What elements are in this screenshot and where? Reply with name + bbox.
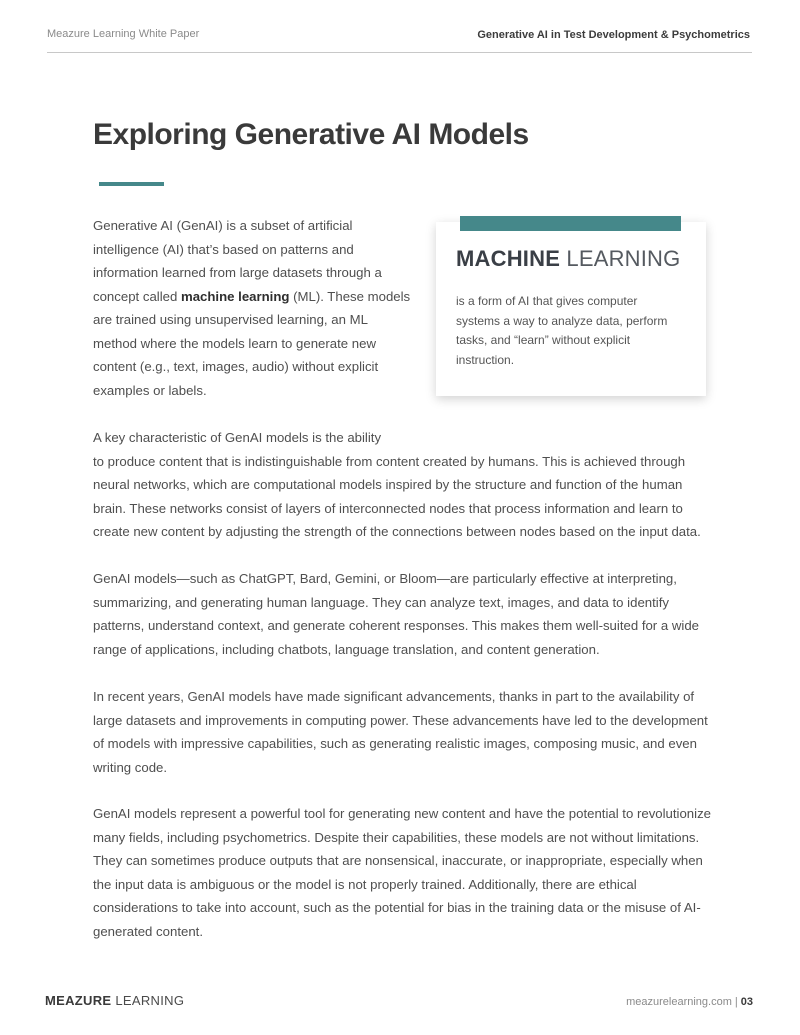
paragraph-key-characteristic-rest: to produce content that is indistinguishable from content created by humans. This is achieved through neural networks, which are computational models inspired by the structure and function of the human brain. These networks consist of layers of interconnected nodes that process information and learn to create new content by adjusting the strength of the connections between nodes based on the input data. [93,453,701,539]
paragraph-key-characteristic-line1: A key characteristic of GenAI models is the ability [93,430,382,445]
header-document-title: Generative AI in Test Development & Psychometrics [477,29,750,41]
page-title: Exploring Generative AI Models [93,118,529,151]
intro-text-start: Generative AI (GenAI) is a subset of artificial intelligence (AI) that’s based on patterns and information learned from large datasets through a concept called [93,218,382,304]
header-publication-label: Meazure Learning White Paper [47,28,200,40]
intro-paragraph [93,214,413,402]
logo-brand-text: MEAZURE [45,993,112,1008]
callout-accent-bar [460,216,681,231]
footer-url: meazurelearning.com [626,996,732,1008]
callout-title-light: LEARNING [566,246,681,271]
paragraph-limitations: GenAI models represent a powerful tool for generating new content and have the potential to revolutionize many fields, including psychometrics. Despite their capabilities, these models are not without limitations. They can sometimes produce outputs that are nonsensical, inaccurate, or inappropriate, especially when the input data is ambiguous or the model is not properly trained. Additionally, there are ethical considerations to take into account, such as the potential for bias in the training data or the misuse of AI-generated content. [93,806,712,939]
callout-title-bold: MACHINE [456,246,561,271]
meazure-learning-logo [45,993,184,1008]
footer-page-info [626,996,753,1008]
intro-text-end: (ML). These models are trained using unsupervised learning, an ML method where the models learn to generate new content (e.g., text, images, audio) without explicit examples or labels. [93,288,411,398]
paragraph-genai-models: GenAI models—such as ChatGPT, Bard, Gemini, or Bloom—are particularly effective at interpreting, summarizing, and generating human language. They can analyze text, images, and data to identify patterns, understand context, and generate coherent responses. This makes them well-suited for a wide range of applications, including chatbots, language translation, and content generation. [93,571,699,657]
callout-title [456,246,680,272]
paragraph-key-characteristic [93,426,718,544]
paragraph-recent-advancements: In recent years, GenAI models have made significant advancements, thanks in part to the availability of large datasets and improvements in computing power. These advancements have led to the development of models with impressive capabilities, such as generating realistic images, composing music, and even writing code. [93,689,708,775]
logo-sub-text: LEARNING [115,993,185,1008]
page-number: 03 [740,996,753,1008]
callout-definition: is a form of AI that gives computer systems a way to analyze data, perform tasks, and “learn” without explicit instruction. [456,294,668,367]
header-divider [47,52,752,53]
footer-separator: | [734,996,738,1008]
title-accent-bar [99,182,164,186]
intro-bold-term: machine learning [180,288,290,304]
